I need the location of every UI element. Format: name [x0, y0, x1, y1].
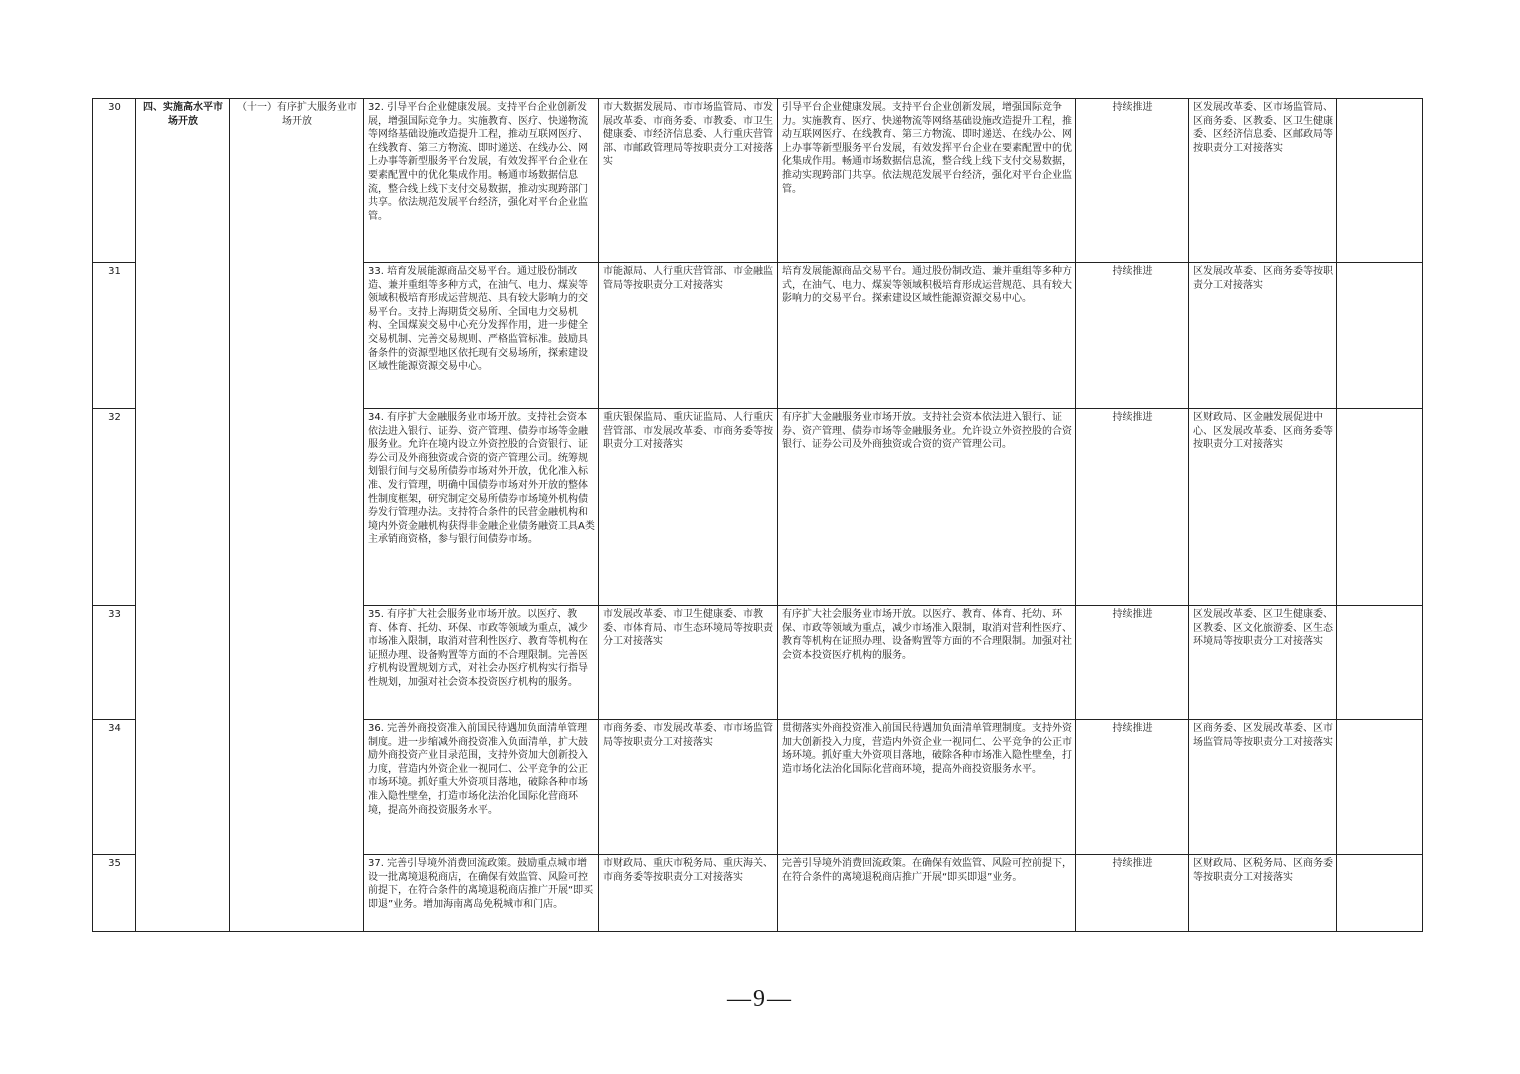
district-measure: 引导平台企业健康发展。支持平台企业创新发展，增强国际竞争力。实施教育、医疗、快递物流等网络基础设施改造提升工程，推动互联网医疗、在线教育、第三方物流、即时递送、在线办公、网上办事等新型服务平台发展，有效发挥平台企业在要素配置中的优化集成作用。畅通市场数据信息流，整合线上线下支付交易数据，推动实现跨部门共享。依法规范发展平台经济，强化对平台企业监管。: [778, 99, 1076, 263]
district-departments: 区发展改革委、区市场监管局、区商务委、区教委、区卫生健康委、区经济信息委、区邮政局等按职责分工对接落实: [1189, 99, 1337, 263]
policy-measure: 32. 引导平台企业健康发展。支持平台企业创新发展，增强国际竞争力。实施教育、医疗、快递物流等网络基础设施改造提升工程，推动互联网医疗、在线教育、第三方物流、即时递送、在线办公、网上办事等新型服务平台发展，有效发挥平台企业在要素配置中的优化集成作用。畅通市场数据信息流，整合线上线下支付交易数据，推动实现跨部门共享。依法规范发展平台经济，强化对平台企业监管。: [364, 99, 599, 263]
remark-cell: [1337, 409, 1423, 606]
row-number: 30: [93, 99, 136, 263]
progress-status: 持续推进: [1076, 99, 1189, 263]
table-body: [93, 99, 1423, 932]
district-measure: 有序扩大社会服务业市场开放。以医疗、教育、体育、托幼、环保、市政等领域为重点，减少市场准入限制，取消对营利性医疗、教育等机构在证照办理、设备购置等方面的不合理限制。加强对社会资本投资医疗机构的服务。: [778, 606, 1076, 720]
page-number-dash-right: —: [767, 986, 793, 1012]
district-measure: 有序扩大金融服务业市场开放。支持社会资本依法进入银行、证券、资产管理、债券市场等金融服务业。允许设立外资控股的合资银行、证券公司及外商独资或合资的资产管理公司。: [778, 409, 1076, 606]
city-departments: 重庆银保监局、重庆证监局、人行重庆营管部、市发展改革委、市商务委等按职责分工对接落实: [599, 409, 778, 606]
district-departments: 区发展改革委、区商务委等按职责分工对接落实: [1189, 263, 1337, 409]
city-departments: 市财政局、重庆市税务局、重庆海关、市商务委等按职责分工对接落实: [599, 855, 778, 932]
district-departments: 区财政局、区金融发展促进中心、区发展改革委、区商务委等按职责分工对接落实: [1189, 409, 1337, 606]
policy-measure: 36. 完善外商投资准入前国民待遇加负面清单管理制度。进一步缩减外商投资准入负面清单，扩大鼓励外商投资产业目录范围，支持外资加大创新投入力度，营造内外资企业一视同仁、公平竞争的公正市场环境。抓好重大外资项目落地，破除各种市场准入隐性壁垒，打造市场化法治化国际化营商环境，提高外商投资服务水平。: [364, 720, 599, 855]
remark-cell: [1337, 99, 1423, 263]
city-departments: 市能源局、人行重庆营管部、市金融监管局等按职责分工对接落实: [599, 263, 778, 409]
row-number: 31: [93, 263, 136, 409]
remark-cell: [1337, 855, 1423, 932]
district-measure: 贯彻落实外商投资准入前国民待遇加负面清单管理制度。支持外资加大创新投入力度，营造内外资企业一视同仁、公平竞争的公正市场环境。抓好重大外资项目落地，破除各种市场准入隐性壁垒，打造市场化法治化国际化营商环境，提高外商投资服务水平。: [778, 720, 1076, 855]
progress-status: 持续推进: [1076, 855, 1189, 932]
section-title: 四、实施高水平市场开放: [136, 99, 230, 932]
progress-status: 持续推进: [1076, 606, 1189, 720]
policy-measure: 34. 有序扩大金融服务业市场开放。支持社会资本依法进入银行、证券、资产管理、债券市场等金融服务业。允许在境内设立外资控股的合资银行、证券公司及外商独资或合资的资产管理公司。统筹规划银行间与交易所债券市场对外开放，优化准入标准、发行管理，明确中国债券市场对外开放的整体性制度框架，研究制定交易所债券市场境外机构债券发行管理办法。支持符合条件的民营金融机构和境内外资金融机构获得非金融企业债务融资工具A类主承销商资格，参与银行间债券市场。: [364, 409, 599, 606]
page-number-dash-left: —: [727, 986, 753, 1012]
district-measure: 完善引导境外消费回流政策。在确保有效监管、风险可控前提下，在符合条件的离境退税商店推广开展“即买即退”业务。: [778, 855, 1076, 932]
district-departments: 区发展改革委、区卫生健康委、区教委、区文化旅游委、区生态环境局等按职责分工对接落实: [1189, 606, 1337, 720]
subsection-title: （十一）有序扩大服务业市场开放: [230, 99, 364, 932]
progress-status: 持续推进: [1076, 409, 1189, 606]
district-departments: 区商务委、区发展改革委、区市场监管局等按职责分工对接落实: [1189, 720, 1337, 855]
remark-cell: [1337, 263, 1423, 409]
policy-table: [92, 98, 1423, 932]
district-departments: 区财政局、区税务局、区商务委等按职责分工对接落实: [1189, 855, 1337, 932]
row-number: 33: [93, 606, 136, 720]
page-number: [0, 986, 1520, 1013]
remark-cell: [1337, 720, 1423, 855]
district-measure: 培育发展能源商品交易平台。通过股份制改造、兼并重组等多种方式，在油气、电力、煤炭等领域积极培育形成运营规范、具有较大影响力的交易平台。探索建设区域性能源资源交易中心。: [778, 263, 1076, 409]
page-number-value: 9: [753, 986, 767, 1012]
row-number: 35: [93, 855, 136, 932]
row-number: 32: [93, 409, 136, 606]
row-number: 34: [93, 720, 136, 855]
policy-measure: 35. 有序扩大社会服务业市场开放。以医疗、教育、体育、托幼、环保、市政等领域为重点，减少市场准入限制，取消对营利性医疗、教育等机构在证照办理、设备购置等方面的不合理限制。完善医疗机构设置规划方式，对社会办医疗机构实行指导性规划，加强对社会资本投资医疗机构的服务。: [364, 606, 599, 720]
city-departments: 市发展改革委、市卫生健康委、市教委、市体育局、市生态环境局等按职责分工对接落实: [599, 606, 778, 720]
progress-status: 持续推进: [1076, 720, 1189, 855]
policy-measure: 33. 培育发展能源商品交易平台。通过股份制改造、兼并重组等多种方式，在油气、电力、煤炭等领域积极培育形成运营规范、具有较大影响力的交易平台。支持上海期货交易所、全国电力交易机构、全国煤炭交易中心充分发挥作用，进一步健全交易机制、完善交易规则、严格监管标准。鼓励具备条件的资源型地区依托现有交易场所，探索建设区域性能源资源交易中心。: [364, 263, 599, 409]
policy-measure: 37. 完善引导境外消费回流政策。鼓励重点城市增设一批离境退税商店，在确保有效监管、风险可控前提下，在符合条件的离境退税商店推广开展“即买即退”业务。增加海南离岛免税城市和门店。: [364, 855, 599, 932]
city-departments: 市商务委、市发展改革委、市市场监管局等按职责分工对接落实: [599, 720, 778, 855]
city-departments: 市大数据发展局、市市场监管局、市发展改革委、市商务委、市教委、市卫生健康委、市经济信息委、人行重庆营管部、市邮政管理局等按职责分工对接落实: [599, 99, 778, 263]
progress-status: 持续推进: [1076, 263, 1189, 409]
remark-cell: [1337, 606, 1423, 720]
table-row: [93, 99, 1423, 263]
